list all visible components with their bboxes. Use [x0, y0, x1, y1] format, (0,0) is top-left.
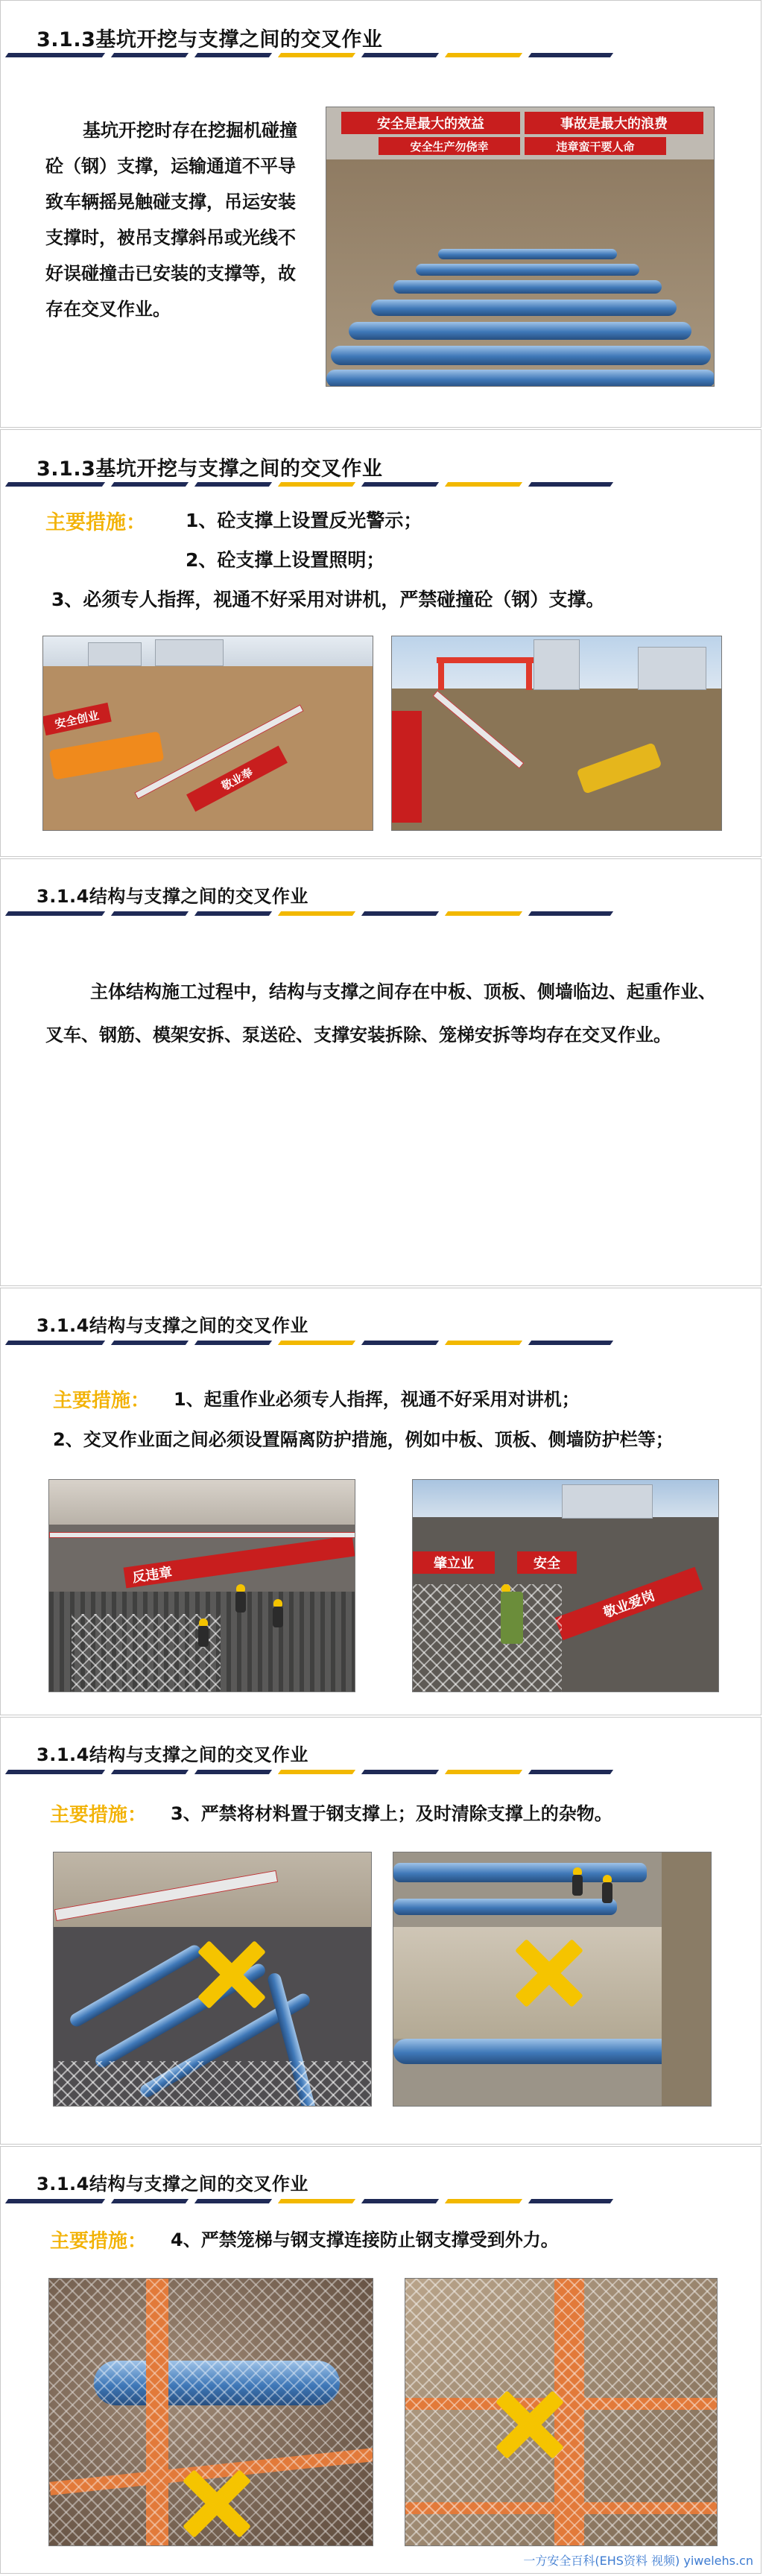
- measures-label: 主要措施：: [50, 2230, 148, 2253]
- title-underline-bar: [1, 911, 619, 919]
- banner-left: 安全是最大的效益: [341, 112, 520, 134]
- banner-career: 肇立业: [413, 1551, 495, 1574]
- slide-body-text: 主体结构施工过程中，结构与支撑之间存在中板、顶板、侧墙临边、起重作业、叉车、钢筋、模架安拆、泵送砼、支撑安装拆除、笼梯安拆等均存在交叉作业。: [45, 981, 716, 1045]
- prohibit-x-icon: [493, 2389, 565, 2461]
- photo-materials-on-steel-support: [53, 1852, 372, 2107]
- title-underline-bar: [1, 2199, 619, 2206]
- slide-title: 3.1.3基坑开挖与支撑之间的交叉作业: [37, 28, 383, 51]
- slide-1: [0, 0, 762, 428]
- measures-label: 主要措施：: [50, 1804, 148, 1826]
- watermark-text: 一方安全百科(EHS资料 视频) yiwelehs.cn: [523, 2554, 753, 2568]
- photo-guardrail: [412, 1479, 719, 1692]
- banner-dedicated: 敬业爱岗: [555, 1567, 703, 1640]
- slide-3: [0, 858, 762, 1286]
- slide-2: [0, 429, 762, 857]
- slide-4: [0, 1288, 762, 1715]
- photo-debris-on-support: [393, 1852, 712, 2107]
- measure-item-3: 3、严禁将材料置于钢支撑上；及时清除支撑上的杂物。: [171, 1803, 612, 1824]
- slide-title: 3.1.4结构与支撑之间的交叉作业: [37, 886, 308, 907]
- photo-cage-ladder-left: [48, 2278, 373, 2546]
- photo-excavation-supports: [326, 107, 715, 387]
- slide-title: 3.1.4结构与支撑之间的交叉作业: [37, 1315, 308, 1336]
- banner-right: 事故是最大的浪费: [525, 112, 703, 134]
- title-underline-bar: [1, 1770, 619, 1777]
- slide-body-text: 基坑开挖时存在挖掘机碰撞砼（钢）支撑，运输通道不平导致车辆摇晃触碰支撑，吊运安装支撑时，被吊支撑斜吊或光线不好误碰撞击已安装的支撑等，故存在交叉作业。: [45, 120, 297, 320]
- slide-title: 3.1.4结构与支撑之间的交叉作业: [37, 2174, 308, 2194]
- title-underline-bar: [1, 53, 619, 60]
- slide-title: 3.1.4结构与支撑之间的交叉作业: [37, 1744, 308, 1765]
- slide-6: [0, 2146, 762, 2574]
- prohibit-x-icon: [513, 1937, 584, 2009]
- measures-label: 主要措施：: [53, 1390, 151, 1412]
- measure-item-1: 1、起重作业必须专人指挥，视通不好采用对讲机；: [174, 1389, 580, 1410]
- title-underline-bar: [1, 482, 619, 490]
- measure-item-4: 4、严禁笼梯与钢支撑连接防止钢支撑受到外力。: [171, 2230, 559, 2250]
- measure-item-2: 2、砼支撑上设置照明；: [186, 549, 385, 571]
- banner-dedication: 敬业奉: [186, 746, 288, 812]
- title-underline-bar: [1, 1341, 619, 1348]
- banner-mid-left: 安全生产勿侥幸: [379, 137, 520, 155]
- prohibit-x-icon: [180, 2468, 252, 2539]
- slide-title: 3.1.3基坑开挖与支撑之间的交叉作业: [37, 458, 383, 481]
- banner-anti-violation: 反违章: [124, 1536, 355, 1589]
- banner-mid-right: 违章蛮干要人命: [525, 137, 666, 155]
- photo-excavator-pit: [42, 636, 373, 831]
- banner-safety: 安全创业: [42, 703, 112, 735]
- measure-item-2: 2、交叉作业面之间必须设置隔离防护措施，例如中板、顶板、侧墙防护栏等；: [53, 1429, 674, 1450]
- photo-pit-gantry: [391, 636, 722, 831]
- slide-5: [0, 1717, 762, 2145]
- measures-label: 主要措施：: [45, 511, 146, 534]
- measure-item-3: 3、必须专人指挥，视通不好采用对讲机，严禁碰撞砼（钢）支撑。: [51, 589, 605, 610]
- photo-cage-ladder-right: [405, 2278, 718, 2546]
- banner-safety: 安全: [517, 1551, 577, 1574]
- prohibit-x-icon: [195, 1939, 267, 2010]
- photo-crane-lifting: [48, 1479, 355, 1692]
- measure-item-1: 1、砼支撑上设置反光警示；: [186, 510, 422, 531]
